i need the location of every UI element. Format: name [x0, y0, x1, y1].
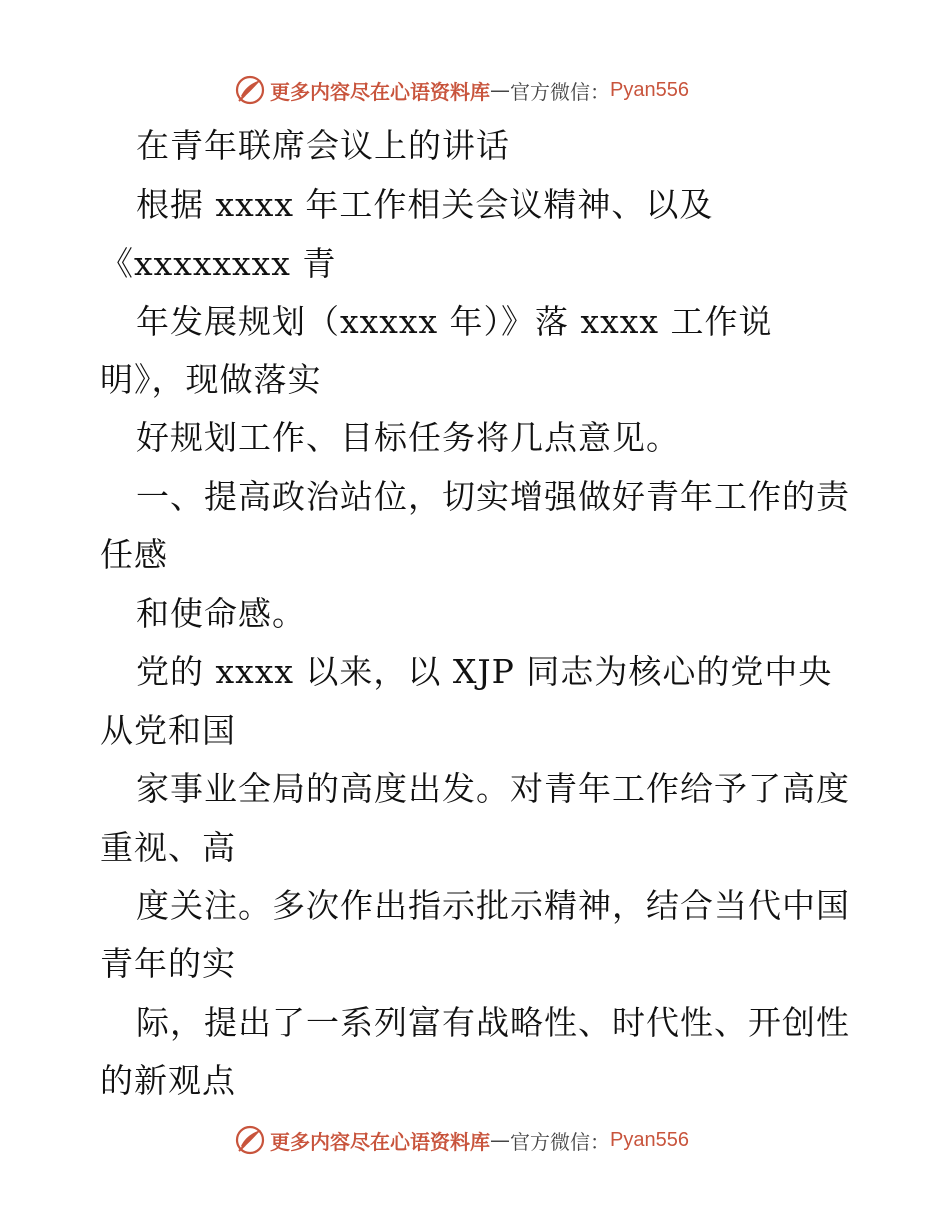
dash-separator: —	[490, 78, 510, 102]
section-heading-line: 一、提高政治站位，切实增强做好青年工作的责	[136, 477, 850, 516]
paragraph-line: 度关注。多次作出指示批示精神，结合当代中国	[136, 886, 850, 925]
paragraph-line: 党的 xxxx 以来，以 XJP 同志为核心的党中央	[136, 652, 833, 691]
paragraph-line: 青年的实	[100, 944, 236, 983]
paragraph-line: 明》，现做落实	[100, 360, 322, 399]
pen-circle-logo-icon	[234, 1124, 266, 1156]
wechat-id: Pyan556	[610, 1128, 689, 1151]
header-watermark	[234, 72, 689, 108]
dash-separator: —	[490, 1128, 510, 1152]
section-heading-line: 任感	[100, 535, 168, 574]
paragraph-line: 重视、高	[100, 828, 236, 867]
paragraph-line: 家事业全局的高度出发。对青年工作给予了高度	[136, 769, 850, 808]
paragraph-line: 好规划工作、目标任务将几点意见。	[136, 418, 680, 457]
brand-text: 更多内容尽在心语资料库	[270, 1129, 490, 1154]
paragraph-line: 《xxxxxxxx 青	[100, 244, 337, 283]
document-title: 在青年联席会议上的讲话	[136, 126, 510, 165]
pen-circle-logo-icon	[234, 74, 266, 106]
footer-watermark	[234, 1122, 689, 1158]
paragraph-line: 根据 xxxx 年工作相关会议精神、以及	[136, 185, 714, 224]
paragraph-line: 从党和国	[100, 711, 236, 750]
wechat-label: 官方微信：	[510, 1129, 610, 1154]
paragraph-line: 际，提出了一系列富有战略性、时代性、开创性	[136, 1003, 850, 1042]
wechat-label: 官方微信：	[510, 79, 610, 104]
paragraph-line: 的新观点	[100, 1061, 236, 1100]
brand-text: 更多内容尽在心语资料库	[270, 79, 490, 104]
paragraph-line: 年发展规划（xxxxx 年）》落 xxxx 工作说	[136, 302, 773, 341]
wechat-id: Pyan556	[610, 78, 689, 101]
section-heading-line: 和使命感。	[136, 594, 306, 633]
